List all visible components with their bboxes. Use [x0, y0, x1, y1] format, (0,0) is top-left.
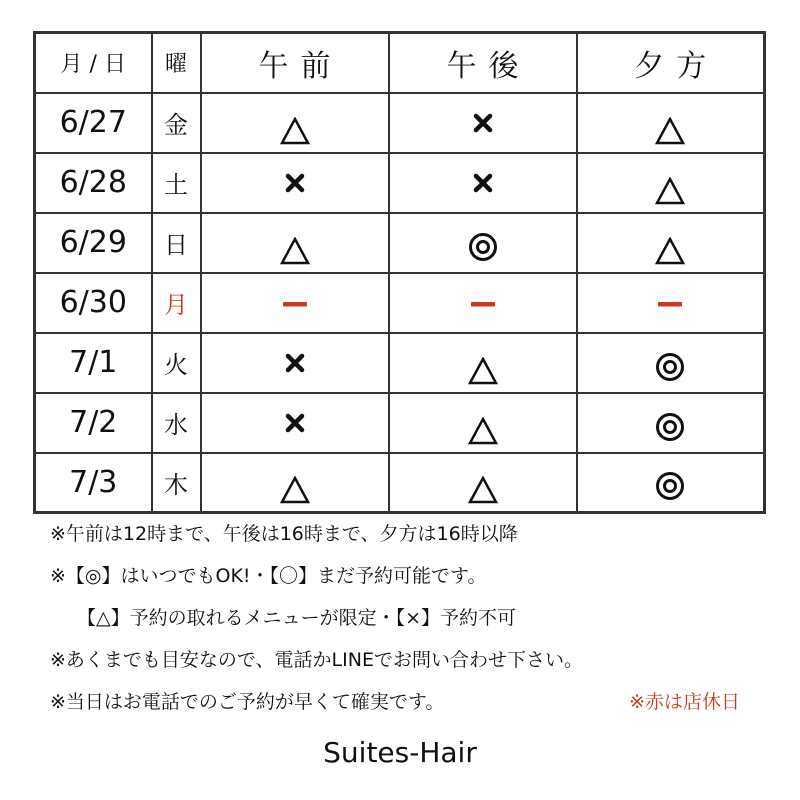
- header-date: 月 / 日: [35, 33, 152, 93]
- note-symbol-legend-2: 【△】予約の取れるメニューが限定・【×】予約不可: [77, 607, 517, 629]
- double-circle-icon: [655, 471, 685, 501]
- double-circle-icon: [655, 412, 685, 442]
- slot-morning: [201, 153, 389, 213]
- slot-afternoon: [389, 453, 577, 513]
- row-date: 7/1: [35, 333, 152, 393]
- row-date: 6/28: [35, 153, 152, 213]
- row-weekday: 金: [152, 93, 201, 153]
- triangle-icon: [468, 357, 498, 385]
- slot-evening: [577, 393, 765, 453]
- slot-afternoon: [389, 273, 577, 333]
- slot-morning: [201, 453, 389, 513]
- dash-icon: [657, 300, 683, 308]
- dash-icon: [470, 300, 496, 308]
- cross-icon: [473, 113, 493, 133]
- slot-evening: [577, 153, 765, 213]
- slot-evening: [577, 333, 765, 393]
- header-row: [35, 33, 765, 93]
- header-weekday: 曜: [152, 33, 201, 93]
- double-circle-icon: [468, 232, 498, 262]
- double-circle-icon: [655, 352, 685, 382]
- cross-icon: [285, 353, 305, 373]
- triangle-icon: [655, 177, 685, 205]
- row-date: 6/27: [35, 93, 152, 153]
- slot-evening: [577, 273, 765, 333]
- slot-afternoon: [389, 393, 577, 453]
- note-same-day: ※当日はお電話でのご予約が早くて確実です。: [50, 691, 445, 713]
- slot-afternoon: [389, 213, 577, 273]
- schedule-row: [35, 153, 765, 213]
- salon-name: Suites-Hair: [323, 736, 477, 769]
- row-weekday: 木: [152, 453, 201, 513]
- slot-evening: [577, 453, 765, 513]
- note-contact: ※あくまでも目安なので、電話かLINEでお問い合わせ下さい。: [50, 649, 583, 671]
- triangle-icon: [655, 117, 685, 145]
- schedule-table: [33, 31, 766, 514]
- row-date: 6/29: [35, 213, 152, 273]
- slot-morning: [201, 333, 389, 393]
- slot-afternoon: [389, 333, 577, 393]
- header-morning: 午前: [201, 33, 389, 93]
- slot-morning: [201, 273, 389, 333]
- schedule-row: [35, 93, 765, 153]
- schedule-row: [35, 273, 765, 333]
- header-evening: 夕方: [577, 33, 765, 93]
- note-holiday-legend: ※赤は店休日: [629, 691, 740, 713]
- triangle-icon: [468, 476, 498, 504]
- triangle-icon: [655, 237, 685, 265]
- triangle-icon: [280, 237, 310, 265]
- schedule-row: [35, 213, 765, 273]
- slot-morning: [201, 213, 389, 273]
- row-date: 6/30: [35, 273, 152, 333]
- slot-morning: [201, 393, 389, 453]
- row-weekday: 日: [152, 213, 201, 273]
- schedule-row: [35, 393, 765, 453]
- schedule-body: [35, 93, 765, 513]
- cross-icon: [285, 173, 305, 193]
- slot-morning: [201, 93, 389, 153]
- triangle-icon: [280, 476, 310, 504]
- row-date: 7/3: [35, 453, 152, 513]
- row-date: 7/2: [35, 393, 152, 453]
- cross-icon: [473, 173, 493, 193]
- cross-icon: [285, 413, 305, 433]
- slot-evening: [577, 93, 765, 153]
- note-time-ranges: ※午前は12時まで、午後は16時まで、夕方は16時以降: [50, 523, 518, 545]
- header-afternoon: 午後: [389, 33, 577, 93]
- slot-afternoon: [389, 153, 577, 213]
- note-symbol-legend: ※【◎】はいつでもOK!・【〇】まだ予約可能です。: [50, 565, 487, 587]
- dash-icon: [282, 300, 308, 308]
- triangle-icon: [468, 417, 498, 445]
- row-weekday: 土: [152, 153, 201, 213]
- schedule-row: [35, 453, 765, 513]
- row-weekday: 水: [152, 393, 201, 453]
- slot-afternoon: [389, 93, 577, 153]
- row-weekday: 火: [152, 333, 201, 393]
- row-weekday: 月: [152, 273, 201, 333]
- schedule-row: [35, 333, 765, 393]
- slot-evening: [577, 213, 765, 273]
- triangle-icon: [280, 117, 310, 145]
